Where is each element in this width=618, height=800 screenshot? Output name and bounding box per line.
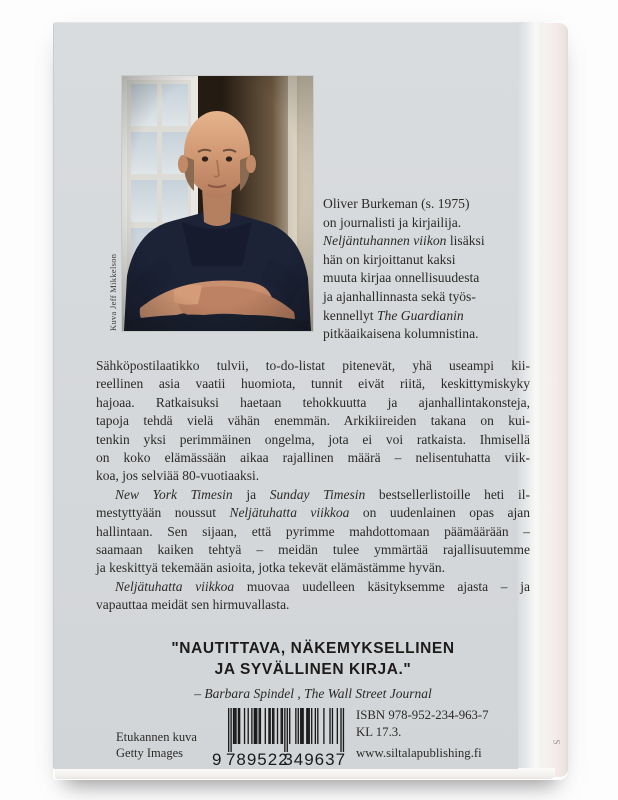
quote-attribution: – Barbara Spindel , The Wall Street Journal (194, 686, 432, 701)
review-quote (96, 638, 530, 702)
review-quote-line2: JA SYVÄLLINEN KIRJA." (214, 661, 412, 678)
back-cover-surface (53, 22, 530, 769)
isbn-block (356, 707, 489, 762)
front-cover-image-credit (116, 729, 197, 761)
review-quote-line1: "NAUTITTAVA, NÄKEMYKSELLINEN (171, 640, 455, 657)
svg-text:9: 9 (212, 750, 223, 768)
body-text: Sähköpostilaatikko tulvii, to-do-listat pitenevät, yhä useampi kii- reellinen asia vaatii huomiota, tunnit eivät riitä, keskittymiskyky hajoaa. Ratkaisuksi haetaan tehokkuutta ja ajanhallintakonsteja, tapoja tehdä vielä vähän enemmän. Arkikiireiden takana on kui- tenkin yksi perimmäinen ongelma, jota ei voi ratkaista. Ihmisellä on koko elämässään aikaa rajallinen määrä – nelisentuhatta viik- koa, jos selviää 80-vuotiaaksi. New York Timesin ja Sunday Timesin bestsellerlistoille heti il- mestyttyään noussut Neljätuhatta viikkoa on uudenlainen opas ajan hallintaan. Sen sijaan, että pyrimme mahdottomaan päämäärään – saamaan kaiken tehtyä – meidän tulee ymmärtää rajallisuutemme ja keskittyä tekemään asioita, jotka tekevät elämästämme hyvän. Neljätuhatta viikkoa muovaa uudelleen käsityksemme ajasta – ja vapauttaa meidät sen hirmuvallasta. (96, 358, 530, 613)
svg-text:349637: 349637 (283, 750, 347, 768)
book-page-edges-bottom (55, 768, 555, 779)
author-bio: Oliver Burkeman (s. 1975) on journalisti ja kirjailija. Neljäntuhannen viikon lisäksi hän on kirjoittanut kaksi muuta kirjaa onnellisuudesta ja ajanhallinnasta sekä työs- kennellyt The Guardianin pitkäaikaisena kolumnistina. (323, 196, 485, 342)
isbn-number: ISBN 978-952-234-963-7 (356, 708, 489, 722)
cover-credit-line2: Getty Images (116, 746, 183, 760)
publisher-website: www.siltalapublishing.fi (356, 746, 482, 760)
kl-classification: KL 17.3. (356, 724, 402, 739)
author-photo-illustration (122, 76, 313, 331)
author-photo (122, 76, 313, 331)
spine-letter: S (551, 739, 562, 745)
cover-credit-line1: Etukannen kuva (116, 730, 197, 744)
svg-text:789522: 789522 (225, 750, 289, 768)
book-page-edges-right (543, 23, 568, 777)
photo-credit: Kuva Jeff Mikkelson (108, 253, 118, 331)
ean13-barcode (210, 706, 360, 768)
book-back-cover (53, 22, 568, 780)
